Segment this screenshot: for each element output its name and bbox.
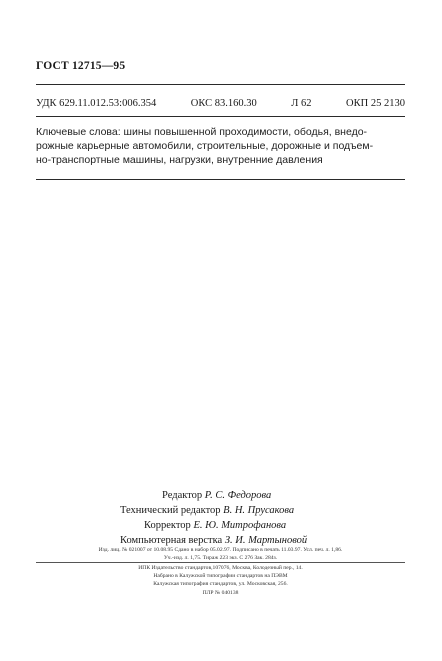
- keywords-line: но-транспортные машины, нагрузки, внутренние давления: [36, 154, 323, 166]
- divider: [36, 562, 405, 563]
- classifier-row: [36, 98, 405, 109]
- credit-proofreader: [120, 518, 360, 533]
- credit-editor: [120, 488, 360, 503]
- publisher-block: [36, 564, 405, 597]
- publisher-line: ПЛР № 040138: [202, 589, 239, 596]
- publisher-line: ИПК Издательство стандартов,107076, Москва, Колодезный пер., 14.: [138, 565, 303, 571]
- divider: [36, 179, 405, 180]
- divider: [36, 84, 405, 85]
- imprint-block: [36, 546, 405, 562]
- oks-code: ОКС 83.160.30: [190, 98, 257, 109]
- document-number: ГОСТ 12715—95: [36, 60, 126, 72]
- credit-person: З. И. Мартыновой: [224, 535, 308, 546]
- credit-person: Е. Ю. Митрофанова: [193, 520, 287, 531]
- credit-role: Редактор: [162, 490, 203, 501]
- credit-role: Корректор: [144, 520, 191, 531]
- imprint-line: Изд. лиц. № 021007 от 10.08.95 Сдано в набор 05.02.97. Подписано в печать 11.03.97. Усл. печ. л. 1,86.: [98, 547, 343, 553]
- group-code: Л 62: [291, 98, 312, 109]
- credit-person: Р. С. Федорова: [204, 490, 272, 501]
- publisher-line: Калужская типография стандартов, ул. Московская, 256.: [153, 581, 288, 588]
- credit-person: В. Н. Прусакова: [223, 505, 295, 516]
- keywords-block: [36, 125, 405, 167]
- credits-block: [120, 488, 360, 548]
- divider: [36, 116, 405, 117]
- keywords-line: Ключевые слова: шины повышенной проходимости, ободья, внедо-: [36, 126, 368, 138]
- keywords-line: рожные карьерные автомобили, строительные, дорожные и подъем-: [36, 140, 374, 152]
- imprint-line: Уч.-изд. л. 1,75. Тираж 223 экз. С 276 Зак. 284з.: [163, 555, 278, 561]
- publisher-line: Набрано в Калужской типографии стандартов на ПЭВМ: [153, 573, 288, 580]
- credit-role: Технический редактор: [120, 505, 221, 516]
- credit-tech-editor: [120, 503, 360, 518]
- okp-code: ОКП 25 2130: [346, 98, 405, 109]
- credit-role: Компьютерная верстка: [120, 535, 223, 546]
- udc-code: УДК 629.11.012.53:006.354: [36, 98, 157, 109]
